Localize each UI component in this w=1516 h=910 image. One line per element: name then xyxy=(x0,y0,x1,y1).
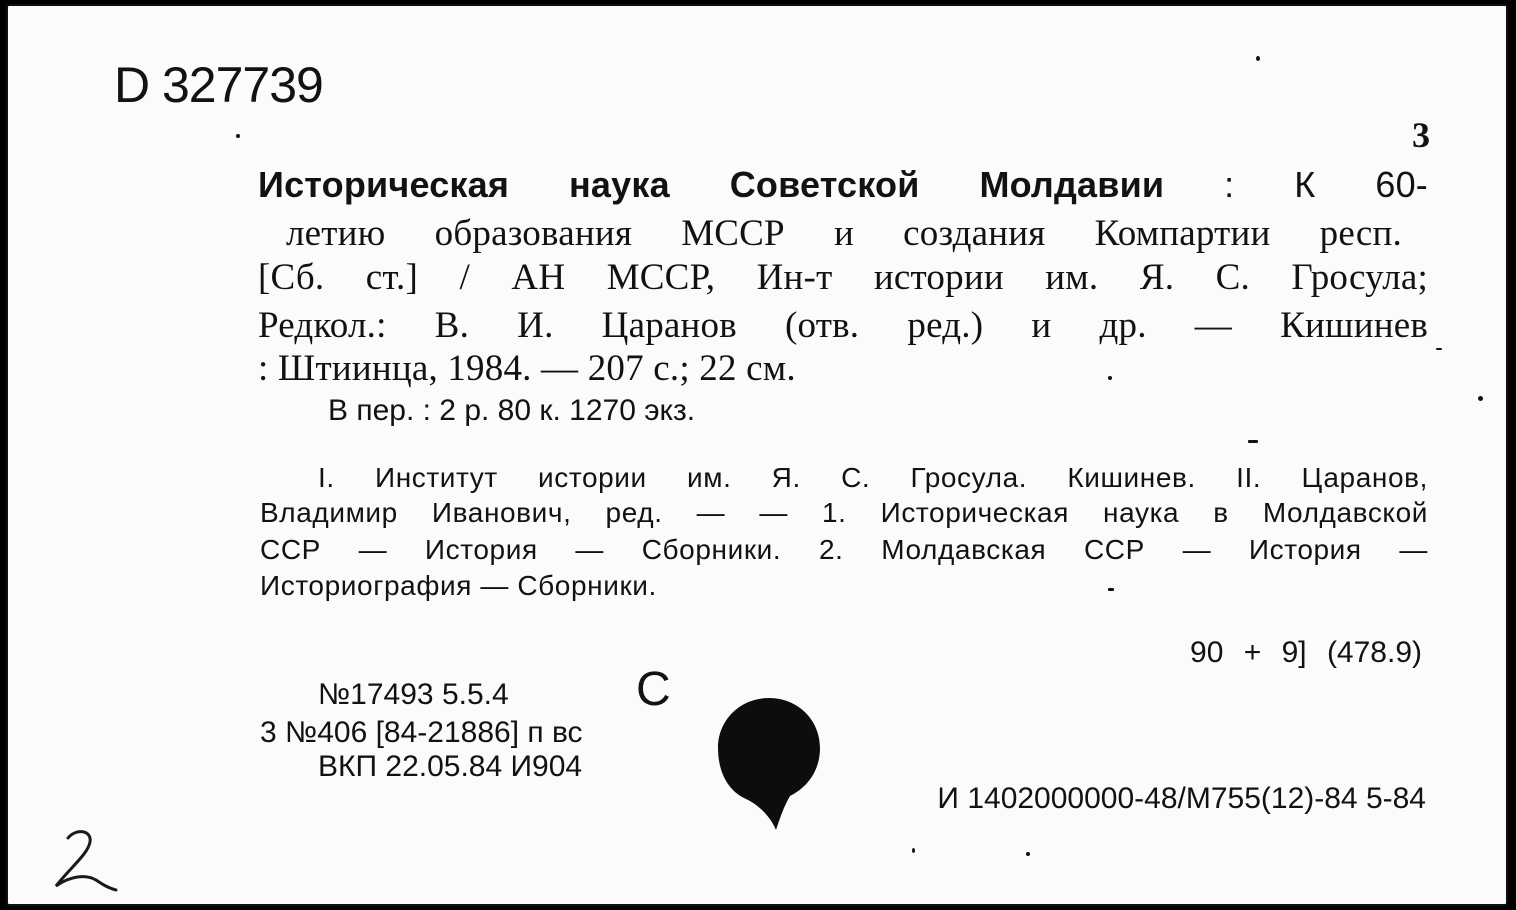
ink-speck xyxy=(1026,852,1030,856)
catalog-code: И 1402000000-48/М755(12)-84 5-84 xyxy=(937,782,1426,815)
tracing-line-1: I. Институт истории им. Я. С. Гросула. Кишинев. II. Царанов, xyxy=(318,462,1428,493)
tracing-line-4: Историография — Сборники. xyxy=(260,570,657,601)
order-line-2: 3 №406 [84-21886] п вс xyxy=(260,716,583,749)
tracing-line-2: Владимир Иванович, ред. — — 1. Историческая наука в Молдавской xyxy=(260,497,1428,528)
catalog-card xyxy=(6,4,1508,906)
handwritten-mark xyxy=(46,824,126,894)
order-letter: С xyxy=(636,663,671,716)
order-line-1: №17493 5.5.4 xyxy=(318,678,509,711)
title-line-4: Редкол.: В. И. Царанов (отв. ред.) и др. — Кишинев xyxy=(258,305,1428,346)
title-rest-line-1: : К 60- xyxy=(1164,164,1428,205)
ink-speck xyxy=(1248,440,1258,443)
ink-speck xyxy=(236,134,240,138)
ink-speck xyxy=(912,848,915,853)
title-line-5: : Штиинца, 1984. — 207 с.; 22 см. xyxy=(258,348,796,389)
ink-blot xyxy=(714,694,824,834)
call-number: D 327739 xyxy=(114,57,323,113)
title-line-3: [Сб. ст.] / АН МССР, Ин-т истории им. Я. С. Гросула; xyxy=(258,257,1428,298)
classification-code: 90 + 9] (478.9) xyxy=(1190,636,1422,669)
ink-speck xyxy=(1478,396,1483,401)
title-bold: Историческая наука Советской Молдавии xyxy=(258,164,1165,205)
title-line-1 xyxy=(258,164,1428,206)
ink-speck xyxy=(1108,376,1112,380)
tracing-line-3: ССР — История — Сборники. 2. Молдавская ССР — История — xyxy=(260,534,1428,565)
order-line-3: ВКП 22.05.84 И904 xyxy=(318,750,583,783)
ink-speck xyxy=(1256,56,1260,61)
ink-speck xyxy=(1436,348,1442,350)
section-mark: 3 xyxy=(1412,115,1430,155)
price-line: В пер. : 2 р. 80 к. 1270 экз. xyxy=(328,394,696,427)
title-line-2: летию образования МССР и создания Компартии респ. xyxy=(286,213,1402,254)
ink-speck xyxy=(1108,588,1114,591)
